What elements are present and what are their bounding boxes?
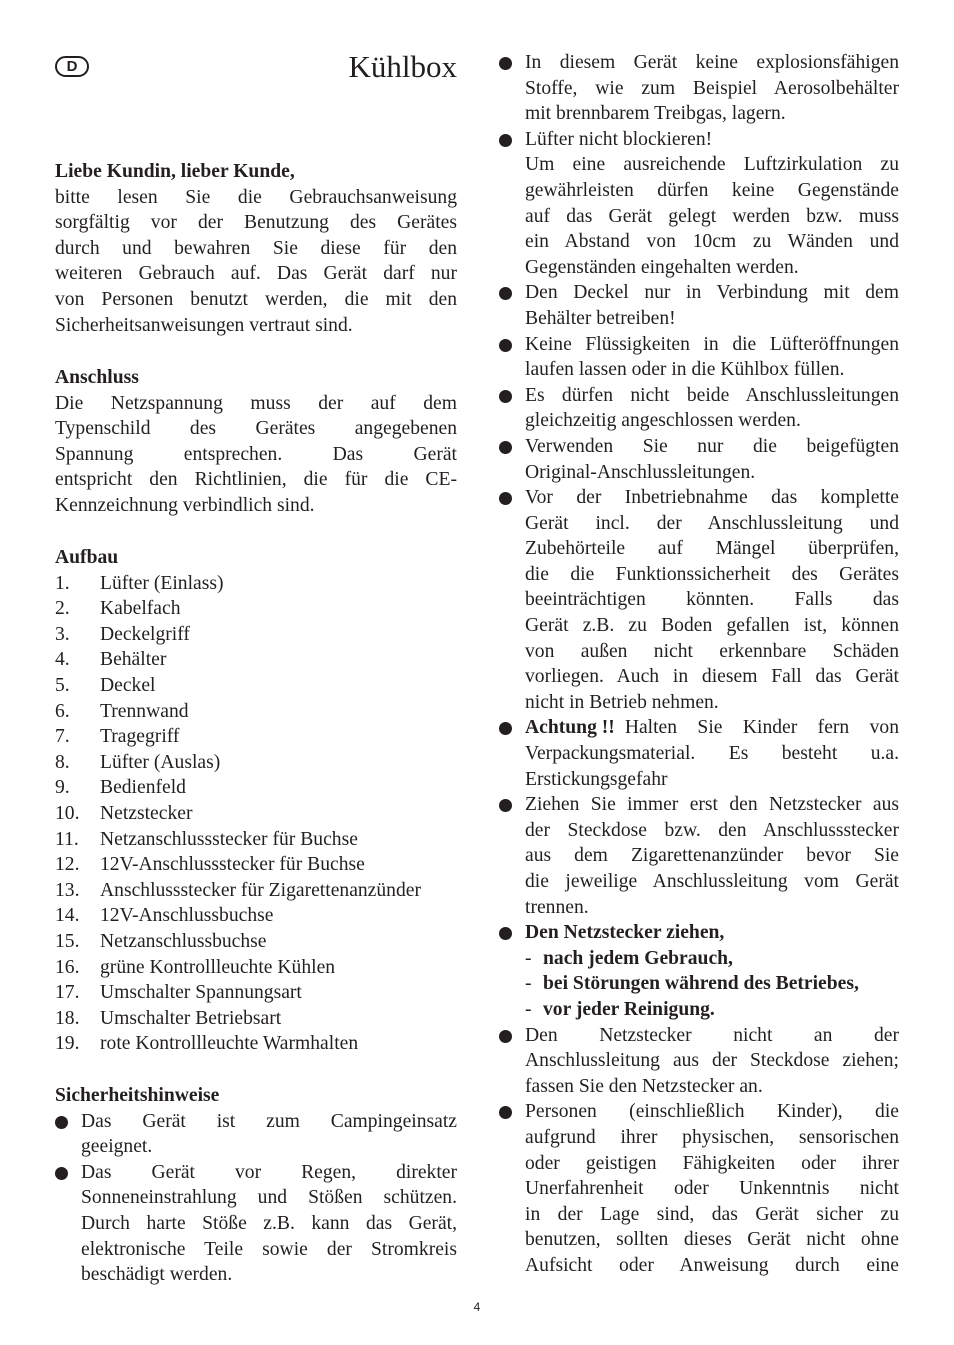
sub-item: - vor jeder Reinigung.	[525, 998, 715, 1020]
anschluss-paragraph	[55, 391, 457, 519]
text-line: Den Deckel nur in Verbindung mit dem	[525, 282, 899, 304]
item-text: Anschlussstecker für Zigarettenanzünder	[100, 879, 421, 901]
list-item	[55, 827, 457, 853]
text-line: Erstickungsgefahr	[525, 768, 668, 790]
item-number: 4.	[55, 649, 70, 671]
item-number: 2.	[55, 598, 70, 620]
bullet-item	[499, 280, 899, 331]
text-line: Aufsicht oder Anweisung durch eine	[525, 1254, 899, 1276]
text-line: in der Lage sind, das Gerät sicher zu	[525, 1203, 899, 1225]
text-line: entspricht den Richtlinien, die für die CE-	[55, 469, 457, 491]
item-number: 15.	[55, 930, 80, 952]
text-line	[525, 715, 899, 741]
item-number: 19.	[55, 1033, 80, 1055]
bullet-item	[55, 1109, 457, 1160]
item-text: Umschalter Spannungsart	[100, 982, 302, 1004]
warning-text: Halten Sie Kinder fern von	[624, 717, 899, 739]
bullet-item	[499, 792, 899, 920]
section-heading: Anschluss	[55, 367, 139, 388]
text-line: In diesem Gerät keine explosionsfähigen	[525, 52, 899, 73]
list-item	[55, 955, 457, 981]
text-line: auf das Gerät gelegt werden bzw. muss	[525, 205, 899, 227]
sub-item-text: vor jeder Reinigung.	[543, 998, 715, 1020]
text-line: Zubehörteile auf Mängel überprüfen,	[525, 538, 899, 560]
text-line: Verwenden Sie nur die beigefügten	[525, 435, 899, 457]
item-text: Bedienfeld	[100, 777, 186, 799]
text-line: Personen (einschließlich Kinder), die	[525, 1101, 899, 1123]
item-text: Lüfter (Auslas)	[100, 751, 221, 773]
text-line: gleichzeitig angeschlossen werden.	[525, 410, 801, 432]
bullet-icon	[499, 722, 512, 735]
text-line: Keine Flüssigkeiten in die Lüfteröffnungen	[525, 333, 899, 355]
text-line: Die Netzspannung muss der auf dem	[55, 392, 457, 414]
text-line: nicht in Betrieb nehmen.	[525, 691, 719, 713]
item-number: 6.	[55, 700, 70, 722]
item-text: rote Kontrollleuchte Warmhalten	[100, 1033, 359, 1055]
section-heading: Sicherheitshinweise	[55, 1085, 220, 1106]
list-item	[55, 673, 457, 699]
left-column	[55, 0, 457, 1300]
text-line: laufen lassen oder in die Kühlbox füllen.	[525, 359, 845, 381]
text-line: geeignet.	[81, 1136, 153, 1158]
item-number: 18.	[55, 1007, 80, 1029]
section-heading: Aufbau	[55, 547, 119, 568]
text-line: Gerät z.B. zu Boden gefallen ist, können	[525, 615, 899, 637]
list-item	[55, 571, 457, 597]
bullet-item	[499, 485, 899, 715]
bullet-item	[499, 383, 899, 434]
list-item	[55, 1031, 457, 1057]
text-line: gewährleisten dürfen keine Gegenstände	[525, 179, 899, 201]
text-line: fassen Sie den Netzstecker an.	[525, 1075, 763, 1097]
bullet-icon	[499, 57, 512, 70]
text-line: die die Funktionssicherheit des Gerätes	[525, 563, 899, 585]
aufbau-section	[55, 545, 457, 1057]
list-item	[55, 878, 457, 904]
item-number: 3.	[55, 623, 70, 645]
bullet-item	[499, 332, 899, 383]
list-item	[55, 596, 457, 622]
list-item	[55, 1006, 457, 1032]
item-text: Behälter	[100, 649, 167, 671]
item-text: grüne Kontrollleuchte Kühlen	[100, 956, 336, 978]
list-item	[55, 647, 457, 673]
bullet-icon	[499, 1030, 512, 1043]
text-line: Original-Anschlussleitungen.	[525, 461, 756, 483]
item-number: 1.	[55, 572, 70, 594]
bullet-icon	[499, 287, 512, 300]
text-line: Spannung entsprechen. Das Gerät	[55, 443, 457, 465]
sub-item: - bei Störungen während des Betriebes,	[525, 973, 859, 995]
bullet-icon	[499, 492, 512, 505]
item-text: Kabelfach	[100, 598, 181, 620]
list-item	[55, 801, 457, 827]
text-line: vorliegen. Auch in diesem Fall das Gerät	[525, 666, 899, 688]
item-number: 14.	[55, 905, 80, 927]
text-line: Den Netzstecker nicht an der	[525, 1024, 899, 1046]
text-line: sorgfältig vor der Benutzung des Gerätes	[55, 212, 457, 234]
item-number: 12.	[55, 854, 80, 876]
item-number: 16.	[55, 956, 80, 978]
page-number: 4	[473, 1300, 481, 1314]
item-text: 12V-Anschlussbuchse	[100, 905, 274, 927]
list-item	[55, 724, 457, 750]
item-number: 13.	[55, 879, 80, 901]
text-line: Um eine ausreichende Luftzirkulation zu	[525, 154, 899, 176]
item-text: Deckel	[100, 674, 156, 696]
text-line: die jeweilige Anschlussleitung vom Gerät	[525, 871, 899, 892]
item-number: 9.	[55, 777, 70, 799]
right-column	[499, 0, 899, 1300]
bullet-item	[499, 1023, 899, 1100]
item-text: Deckelgriff	[100, 623, 190, 645]
text-line: aus dem Zigarettenanzünder bevor Sie	[525, 845, 899, 867]
text-line: Behälter betreiben!	[525, 307, 676, 329]
text-line: von Personen benutzt werden, die mit den	[55, 288, 457, 310]
item-number: 17.	[55, 982, 80, 1004]
anschluss-section	[55, 365, 457, 519]
text-line: mit brennbarem Treibgas, lagern.	[525, 103, 786, 125]
text-line: trennen.	[525, 896, 589, 918]
bullet-item	[499, 127, 899, 281]
text-line: Kennzeichnung verbindlich sind.	[55, 494, 315, 516]
text-line: oder geistigen Fähigkeiten oder ihrer	[525, 1152, 899, 1174]
text-line: Stoffe, wie zum Beispiel Aerosolbehälter	[525, 77, 899, 99]
text-line: Es dürfen nicht beide Anschlussleitungen	[525, 384, 899, 406]
list-item	[55, 929, 457, 955]
intro-paragraph	[55, 185, 457, 339]
list-item	[55, 699, 457, 725]
item-number: 8.	[55, 751, 70, 773]
sicherheit-section	[55, 1083, 457, 1288]
bullet-icon	[499, 134, 512, 147]
list-item	[55, 852, 457, 878]
text-line: durch und bewahren Sie diese für den	[55, 237, 457, 259]
text-line: von außen nicht erkennbare Schäden	[525, 640, 899, 662]
sub-item: - nach jedem Gebrauch,	[525, 947, 733, 969]
text-line: Gegenständen eingehalten werden.	[525, 256, 799, 278]
text-line: Das Gerät vor Regen, direkter	[81, 1161, 457, 1183]
item-text: Lüfter (Einlass)	[100, 572, 224, 594]
list-item	[55, 622, 457, 648]
text-line: Typenschild des Gerätes angegebenen	[55, 418, 457, 440]
bullet-icon	[55, 1116, 68, 1129]
item-text: 12V-Anschlussstecker für Buchse	[100, 854, 365, 876]
text-line: elektronische Teile sowie der Stromkreis	[81, 1238, 457, 1260]
item-text: Netzanschlussbuchse	[100, 930, 267, 952]
item-number: 7.	[55, 726, 70, 748]
text-line: Vor der Inbetriebnahme das komplette	[525, 487, 899, 509]
bullet-item	[499, 50, 899, 127]
item-text: Netzstecker	[100, 802, 193, 824]
text-line: ein Abstand von 10cm zu Wänden und	[525, 231, 899, 253]
bullet-icon	[499, 799, 512, 812]
list-item	[55, 980, 457, 1006]
sub-item-text: nach jedem Gebrauch,	[543, 947, 733, 969]
bullet-icon	[55, 1167, 68, 1180]
bullet-item	[499, 434, 899, 485]
page-title: Kühlbox	[348, 49, 457, 84]
item-number: 11.	[55, 828, 79, 850]
language-badge: D	[55, 56, 89, 77]
text-line: beeinträchtigen könnten. Falls das	[525, 589, 899, 611]
text-line: Lüfter nicht blockieren!	[525, 128, 713, 150]
item-text: Netzanschlussstecker für Buchse	[100, 828, 358, 850]
sub-item-text: bei Störungen während des Betriebes,	[543, 973, 859, 995]
unplug-heading: Den Netzstecker ziehen,	[525, 922, 725, 944]
text-line: aufgrund ihrer physischen, sensorischen	[525, 1126, 899, 1148]
bullet-item-warning	[499, 715, 899, 792]
text-line: beschädigt werden.	[81, 1264, 233, 1286]
text-line: Unerfahrenheit oder Unkenntnis nicht	[525, 1178, 899, 1200]
item-number: 10.	[55, 802, 80, 824]
text-line: benutzen, sollten dieses Gerät nicht ohne	[525, 1229, 899, 1251]
greeting-heading: Liebe Kundin, lieber Kunde,	[55, 161, 295, 182]
item-number: 5.	[55, 674, 70, 696]
list-item	[55, 775, 457, 801]
text-line: Das Gerät ist zum Campingeinsatz	[81, 1110, 457, 1132]
text-line: Verpackungsmaterial. Es besteht u.a.	[525, 743, 899, 765]
bullet-icon	[499, 927, 512, 940]
item-text: Tragegriff	[100, 726, 180, 748]
text-line: Sicherheitsanweisungen vertraut sind.	[55, 314, 353, 336]
text-line: bitte lesen Sie die Gebrauchsanweisung	[55, 186, 457, 208]
list-item	[55, 750, 457, 776]
item-text: Umschalter Betriebsart	[100, 1007, 282, 1029]
bullet-icon	[499, 441, 512, 454]
bullet-item-unplug	[499, 920, 899, 1022]
safety-list-continued	[499, 50, 899, 1279]
text-line: Durch harte Stöße z.B. kann das Gerät,	[81, 1212, 457, 1234]
text-line: Gerät incl. der Anschlussleitung und	[525, 512, 899, 534]
bullet-icon	[499, 390, 512, 403]
text-line: weiteren Gebrauch auf. Das Gerät darf nur	[55, 263, 457, 285]
text-line: Anschlussleitung aus der Steckdose ziehen;	[525, 1050, 899, 1072]
list-item	[55, 903, 457, 929]
text-line: Ziehen Sie immer erst den Netzstecker aus	[525, 794, 899, 816]
bullet-icon	[499, 339, 512, 352]
text-line: der Steckdose bzw. den Anschlussstecker	[525, 819, 899, 841]
warning-label: Achtung !!	[525, 717, 615, 739]
item-text: Trennwand	[100, 700, 189, 722]
bullet-item	[499, 1099, 899, 1278]
intro-section	[55, 159, 457, 338]
bullet-icon	[499, 1106, 512, 1119]
text-line: Sonneneinstrahlung und Stößen schützen.	[81, 1187, 457, 1209]
bullet-item	[55, 1160, 457, 1288]
